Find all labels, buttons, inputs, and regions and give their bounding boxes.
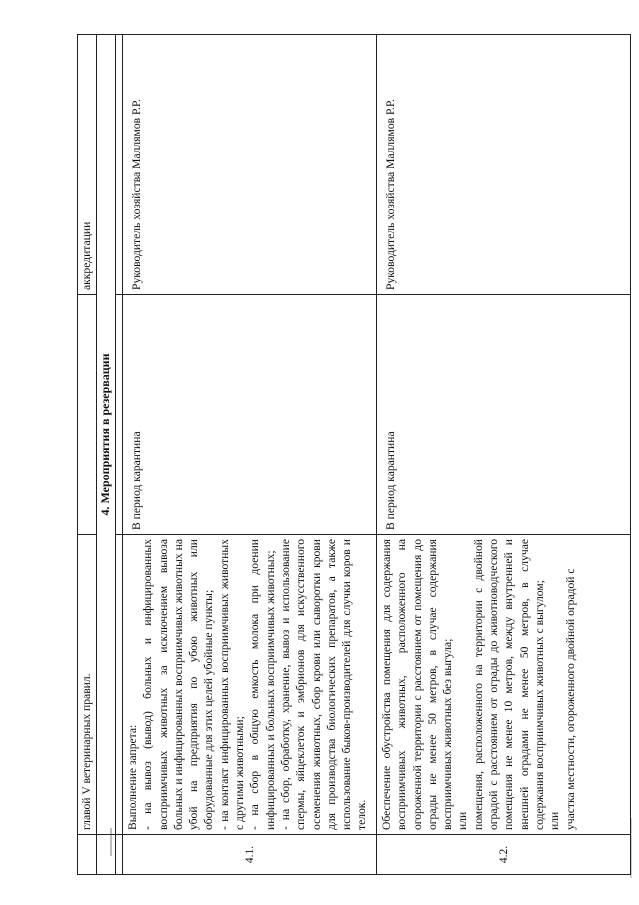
section-title: 4. Мероприятия в резервации: [97, 35, 116, 835]
term-cell: В период карантина: [377, 295, 631, 535]
continuation-num-cell: [78, 835, 97, 875]
spacer-row: [116, 35, 123, 875]
action-line: или: [456, 811, 470, 830]
responsible-cell: Руководитель хозяйства Маллямов Р.Р.: [377, 35, 631, 295]
spacer-cell: [116, 835, 123, 875]
continuation-term-cell: [78, 295, 97, 535]
table-row: [123, 35, 377, 875]
action-line: - на вывоз (вывод) больных и инфицированных восприимчивых животных за исключением вывоза больных и инфицированных восприимчивых животных на убой на предприятия по убою животных или оборудованные для этих целей убойные пункты;: [141, 539, 216, 830]
term-cell: В период карантина: [123, 295, 377, 535]
section-header-row: [97, 35, 116, 875]
action-line: - на сбор в общую емкость молока при доении инфицированных и больных восприимчивых животных;: [248, 539, 277, 830]
action-line: - на контакт инфицированных восприимчивых животных с другими животными;: [217, 539, 247, 830]
action-line: Выполнение запрета:: [126, 724, 139, 830]
rotated-document-page: [77, 35, 607, 875]
action-line: Обеспечение обустройства помещения для содержания восприимчивых животных, расположенного на огороженной территории с расстоянием от помещения до ограды не менее 50 метров, в случае содержания восприимчивых животных без выгула;: [380, 539, 455, 830]
section-num-cell: [97, 835, 116, 875]
action-line: - на сбор, обработку, хранение, вывоз и использование спермы, яйцеклеток и эмбрионов для искусственного осеменения животных, сбор крови или сыворотки крови для производства биологических препаратов, а также использование быков-производителей для случки коров и телок.: [278, 539, 369, 830]
continuation-text-left: главой V ветеринарных правил.: [78, 535, 97, 835]
row-number: 4.1.: [123, 835, 377, 875]
quarantine-measures-table: [77, 34, 631, 875]
action-line: помещения, расположенного на территории с двойной оградой с расстоянием от ограды до животноводческого помещения не менее 10 метров, между внутренней и внешней оградами не менее 50 метров, в случае содержания восприимчивых животных с выгулом;: [471, 539, 546, 830]
row-number: 4.2.: [377, 835, 631, 875]
continuation-text-right: аккредитации: [78, 35, 97, 295]
spacer-cell: [116, 35, 123, 295]
action-line: участка местности, огороженного двойной оградой с: [563, 568, 577, 830]
continuation-row: [78, 35, 97, 875]
action-cell: [377, 535, 631, 835]
spacer-cell: [116, 295, 123, 535]
action-line: или: [548, 811, 562, 830]
spacer-cell: [116, 535, 123, 835]
responsible-cell: Руководитель хозяйства Маллямов Р.Р.: [123, 35, 377, 295]
action-cell: [123, 535, 377, 835]
table-row: [377, 35, 631, 875]
